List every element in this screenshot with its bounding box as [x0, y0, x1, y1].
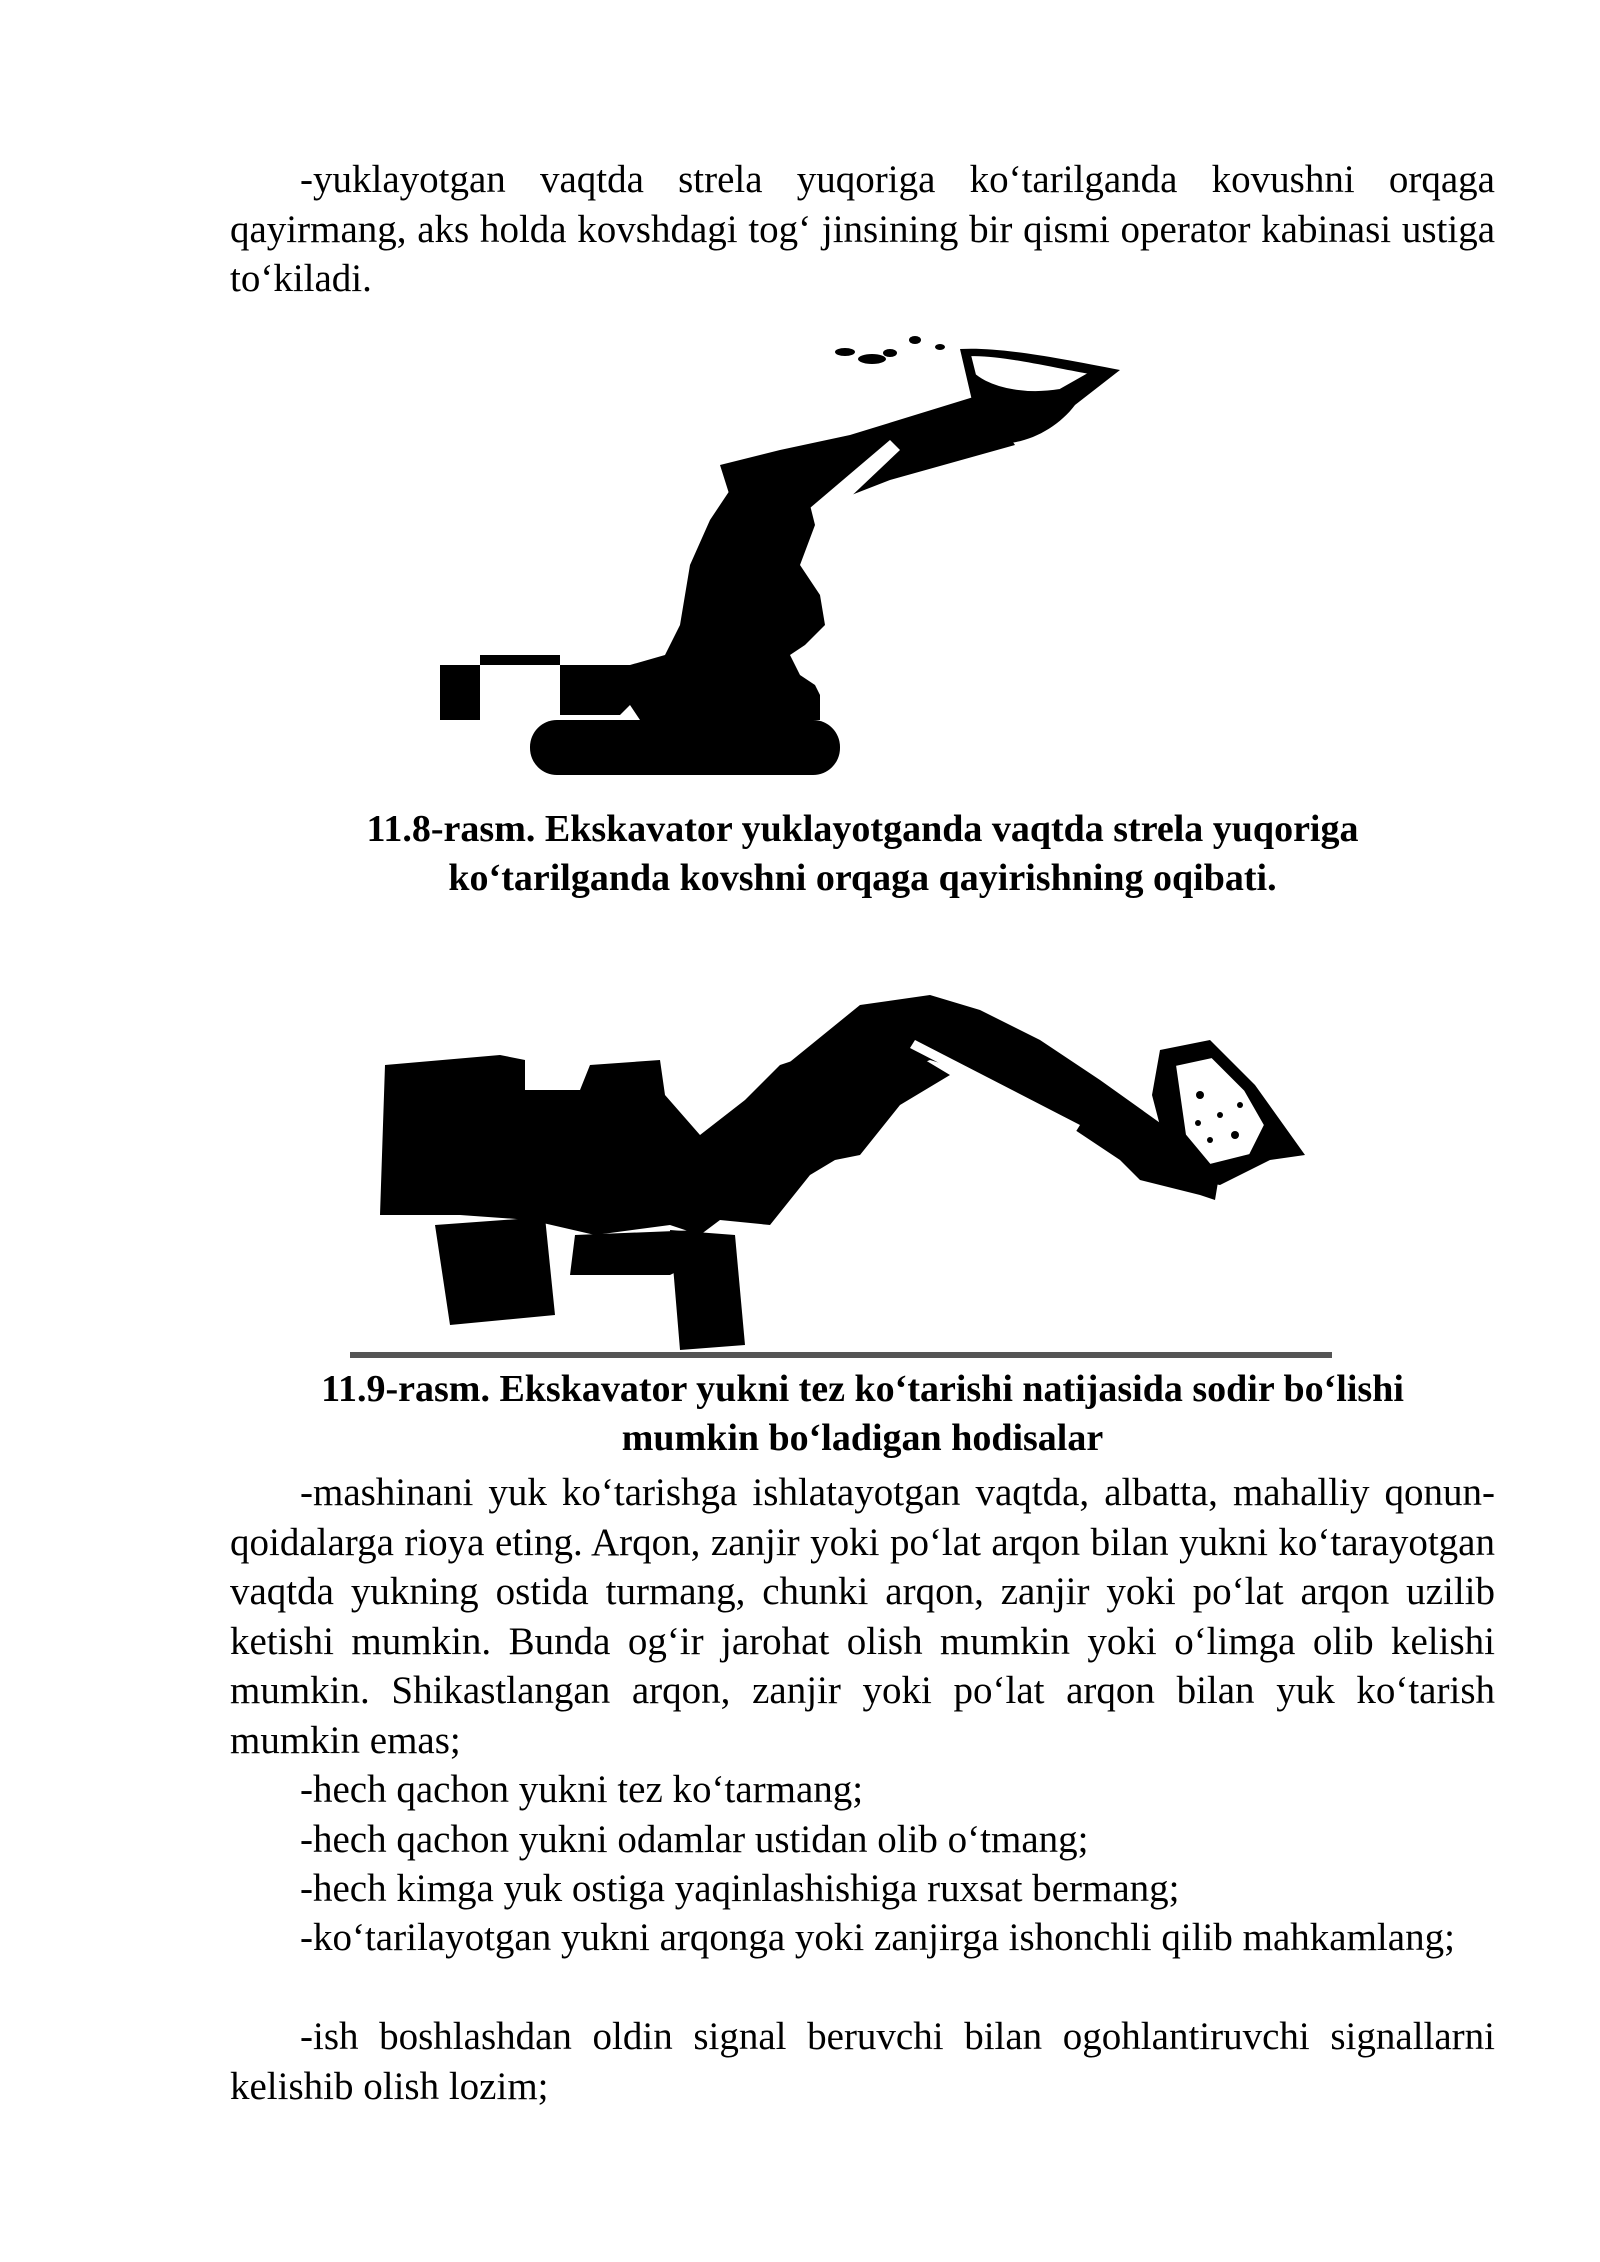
paragraph-6-text: -ko‘tarilayotgan yukni arqonga yoki zanjirga ishonchli qilib mahkamlang; [300, 1916, 1455, 1959]
excavator-tipping-illustration [340, 985, 1340, 1365]
paragraph-7 [230, 2012, 1495, 2111]
caption-line: mumkin bo‘ladigan hodisalar [621, 1417, 1104, 1459]
paragraph-6 [230, 1913, 1495, 1963]
front-track [435, 1217, 555, 1325]
paragraph-1-text: -yuklayotgan vaqtda strela yuqoriga ko‘tarilganda kovushni orqaga qayirmang, aks holda kovshdagi tog‘ jinsining bir qismi operator kabinasi ustiga to‘kiladi. [230, 158, 1495, 300]
excavator-loading-illustration [420, 325, 1140, 795]
caption-line: 11.9-rasm. Ekskavator yukni tez ko‘tarishi natijasida sodir bo‘lishi [321, 1368, 1404, 1410]
paragraph-2-text: -mashinani yuk ko‘tarishga ishlatayotgan vaqtda, albatta, mahalliy qonun-qoidalarga rioya eting. Arqon, zanjir yoki po‘lat arqon bilan yukni ko‘tarayotgan vaqtda yukning ostida turmang, chunki arqon, zanjir yoki po‘lat arqon uzilib ketishi mumkin. Bunda og‘ir jarohat olish mumkin yoki o‘limga olib kelishi mumkin. Shikastlangan arqon, zanjir yoki po‘lat arqon bilan yuk ko‘tarish mumkin emas; [230, 1471, 1495, 1762]
caption-line: ko‘tarilganda kovshni orqaga qayirishning oqibati. [448, 857, 1277, 899]
caption-line: 11.8-rasm. Ekskavator yuklayotganda vaqtda strela yuqoriga [366, 808, 1359, 850]
excavator-body [440, 465, 825, 720]
bullet-line-3 [230, 1765, 1495, 1815]
figure-caption-11-9 [230, 1365, 1495, 1463]
bullet-text: -hech kimga yuk ostiga yaqinlashishiga ruxsat bermang; [300, 1867, 1180, 1910]
paragraph-2 [230, 1468, 1495, 1765]
rear-track [670, 1230, 745, 1350]
bullet-text: -hech qachon yukni odamlar ustidan olib o‘tmang; [300, 1818, 1089, 1861]
bullet-line-4 [230, 1815, 1495, 1865]
paragraph-7-text: -ish boshlashdan oldin signal beruvchi bilan ogohlantiruvchi signallarni kelishib olish lozim; [230, 2015, 1495, 2108]
bullet-line-5 [230, 1864, 1495, 1914]
figure-caption-11-8 [230, 805, 1495, 903]
ground-line [350, 1352, 1332, 1358]
bullet-text: -hech qachon yukni tez ko‘tarmang; [300, 1768, 864, 1811]
falling-rocks [835, 336, 945, 364]
track [530, 720, 840, 775]
paragraph-1 [230, 155, 1495, 304]
